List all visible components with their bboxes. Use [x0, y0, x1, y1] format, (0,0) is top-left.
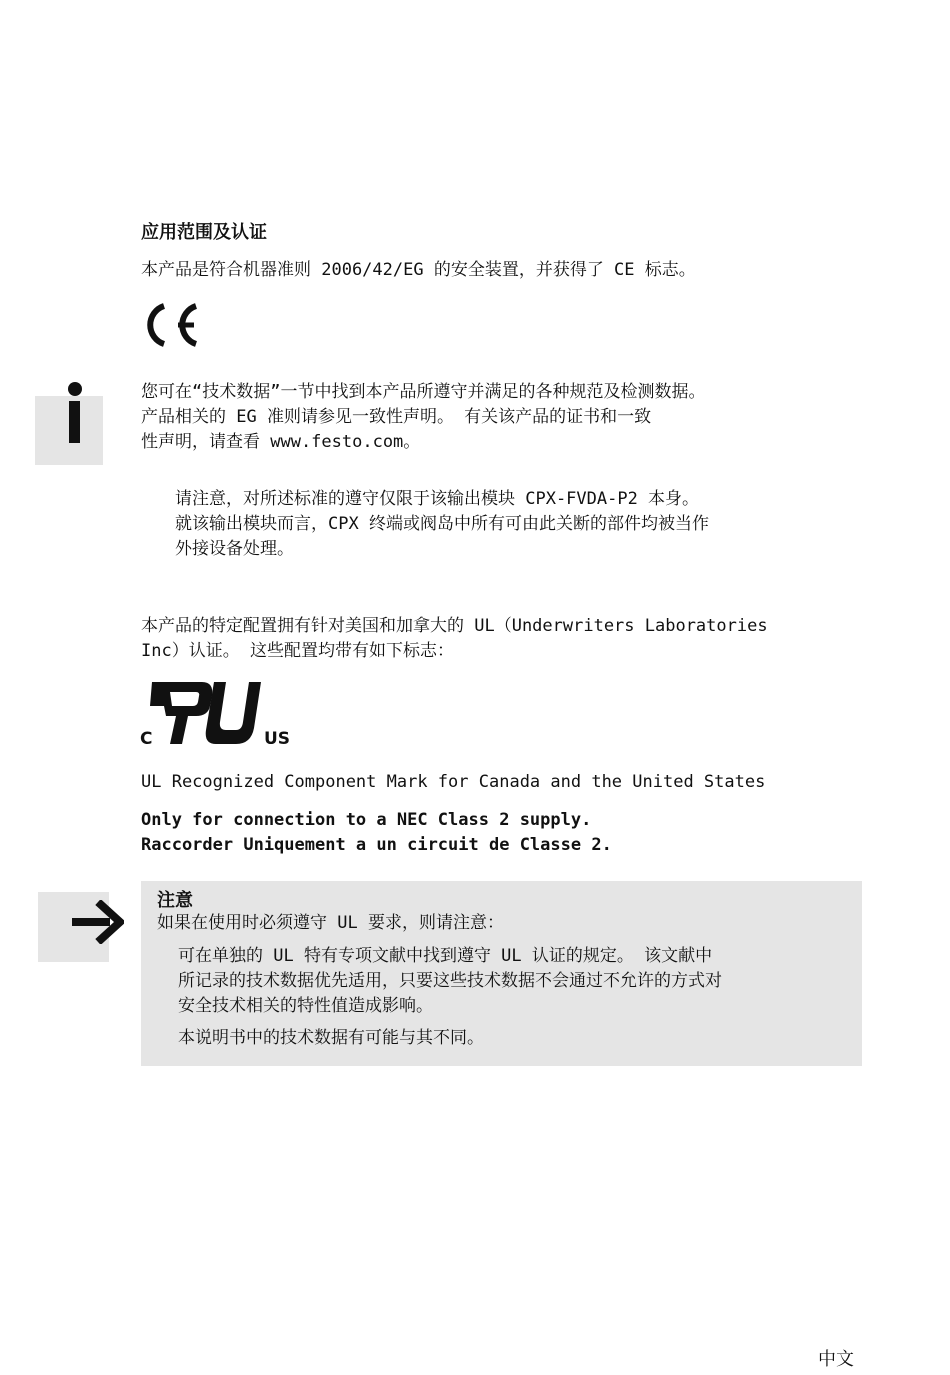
note-item2: 本说明书中的技术数据有可能与其不同。 — [178, 1028, 484, 1048]
info-line-1: 您可在“技术数据”一节中找到本产品所遵守并满足的各种规范及检测数据。 — [141, 382, 706, 402]
supply-line-english: Only for connection to a NEC Class 2 supply. — [141, 810, 592, 830]
note-intro: 如果在使用时必须遵守 UL 要求，则请注意： — [157, 913, 504, 933]
ul-mark-us-label: US — [264, 729, 290, 748]
note-item1-line-2: 所记录的技术数据优先适用，只要这些技术数据不会通过不允许的方式对 — [178, 971, 722, 991]
section-heading: 应用范围及认证 — [141, 222, 267, 243]
info-line-3: 性声明，请查看 www.festo.com。 — [141, 432, 421, 452]
note-title: 注意 — [157, 890, 193, 911]
footer-language-label: 中文 — [818, 1349, 854, 1370]
ul-mark-caption: UL Recognized Component Mark for Canada and the United States — [141, 772, 766, 792]
ul-line-1: 本产品的特定配置拥有针对美国和加拿大的 UL（Underwriters Laboratories — [141, 616, 768, 636]
arrow-right-icon — [70, 900, 124, 944]
ul-recognized-mark-logo — [140, 678, 290, 748]
note-item1-line-3: 安全技术相关的特性值造成影响。 — [178, 996, 433, 1016]
info-icon — [64, 381, 86, 445]
info-note-line-2: 就该输出模块而言，CPX 终端或阀岛中所有可由此关断的部件均被当作 — [175, 514, 709, 534]
supply-line-french: Raccorder Uniquement a un circuit de Classe 2. — [141, 835, 612, 855]
info-note-line-1: 请注意，对所述标准的遵守仅限于该输出模块 CPX-FVDA-P2 本身。 — [175, 489, 700, 509]
info-line-2: 产品相关的 EG 准则请参见一致性声明。 有关该产品的证书和一致 — [141, 407, 652, 427]
info-note-line-3: 外接设备处理。 — [175, 539, 294, 559]
registered-symbol: ® — [248, 681, 260, 695]
ul-line-2: Inc）认证。 这些配置均带有如下标志： — [141, 641, 454, 661]
intro-text: 本产品是符合机器准则 2006/42/EG 的安全装置，并获得了 CE 标志。 — [141, 260, 696, 280]
ce-mark-logo — [140, 302, 202, 348]
note-item1-line-1: 可在单独的 UL 特有专项文献中找到遵守 UL 认证的规定。 该文献中 — [178, 946, 713, 966]
ul-mark-c-label: C — [140, 729, 153, 748]
